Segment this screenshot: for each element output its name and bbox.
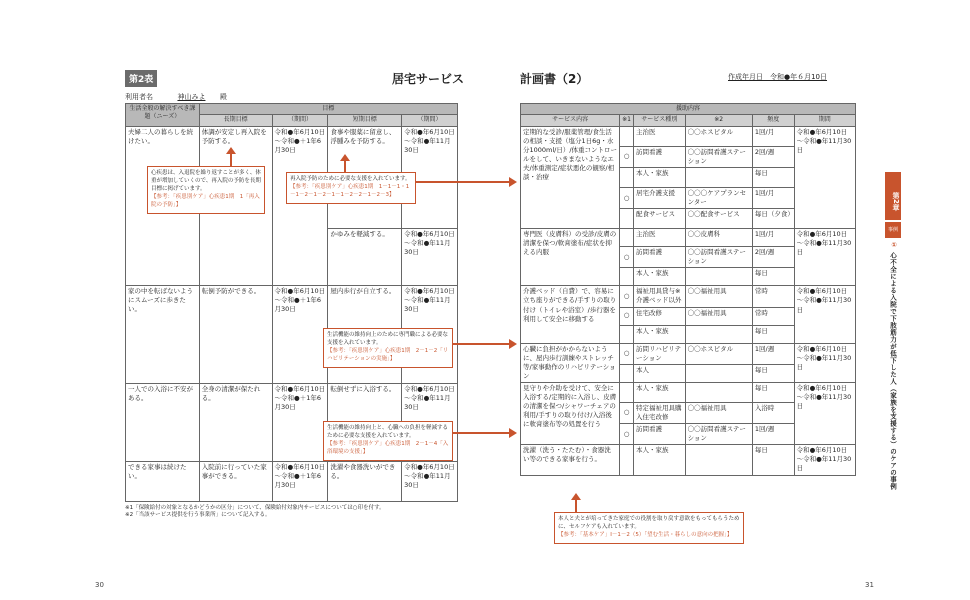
- note-ref: 【参考：「疾患別ケア」心疾患1期 2－1－2「リハビリテーションの実施」】: [327, 347, 449, 362]
- service-type-cell: 訪問リハビリテーション: [634, 343, 686, 364]
- provider-cell: [685, 382, 752, 402]
- coverage-mark-cell: [620, 268, 634, 286]
- provider-cell: 〇〇訪問看護ステーション: [685, 146, 752, 167]
- header-n2: ※2: [685, 115, 752, 126]
- period-cell: 令和●年6月10日～令和●年11月30日: [794, 126, 855, 228]
- long-goal-cell: 入院前に行っていた家事ができる。: [199, 461, 272, 501]
- arrowhead-icon: [571, 493, 581, 500]
- footnotes: [125, 505, 465, 520]
- period-cell: 令和●年6月10日～令和●年11月30日: [794, 445, 855, 475]
- needs-cell: 夫婦二人の暮らしを続けたい。: [126, 126, 200, 285]
- provider-cell: 〇〇福祉用具: [685, 402, 752, 423]
- user-name: 神山みよ: [177, 93, 206, 101]
- period-cell: 令和●年6月10日～令和●年11月30日: [794, 229, 855, 286]
- period-cell: 令和●年6月10日～令和●年11月30日: [794, 382, 855, 444]
- service-type-cell: 本人・家族: [634, 268, 686, 286]
- service-type-cell: 居宅介護支援: [634, 187, 686, 208]
- table-row: [521, 126, 856, 146]
- header-freq: 頻度: [752, 115, 794, 126]
- table-row: [521, 343, 856, 364]
- footnote-1: ※1「保険給付の対象となるかどうかの区分」について、保険給付対象内サービスについては○印を付す。: [125, 505, 385, 511]
- coverage-mark-cell: [620, 209, 634, 229]
- needs-cell: 一人での入浴に不安がある。: [126, 383, 200, 461]
- provider-cell: 〇〇ホスピタル: [685, 343, 752, 364]
- coverage-mark-cell: ○: [620, 146, 634, 167]
- period-cell: 令和●年6月10日～令和●年11月30日: [402, 461, 458, 501]
- long-goal-cell: 体調が安定し再入院を予防する。: [199, 126, 272, 285]
- coverage-mark-cell: [620, 167, 634, 187]
- period-cell: 令和●年6月10日～令和●＋1年6月30日: [272, 383, 328, 461]
- case-caption: 心不全による入院で下肢筋力が低下した人（家族を支援する）のケアの事例: [889, 252, 897, 490]
- service-type-cell: 主治医: [634, 126, 686, 146]
- note-body: 心疾患は、入退院を繰り返すことが多く、体重が増加していくので、再入院の予防を長期目標に掲げています。: [151, 170, 261, 192]
- case-label: 事例: [885, 222, 901, 238]
- period-cell: 令和●年6月10日～令和●年11月30日: [402, 126, 458, 228]
- service-type-cell: 訪問看護: [634, 424, 686, 445]
- arrow-up-1: [230, 153, 232, 166]
- service-content-cell: 定期的な受診/服薬管理/食生活の相談・支援（塩分1日6g・水分1000ml/日）/体重コントロールをして、いきまないようなエ夫/体重測定/症状悪化の観察/相談・治療: [521, 126, 620, 228]
- frequency-cell: 毎日: [752, 167, 794, 187]
- service-content-cell: 洗濯（洗う・たたむ）・食器洗い等のできる家事を行う。: [521, 445, 620, 475]
- arrowhead-icon: [509, 339, 517, 349]
- long-goal-cell: 全身の清潔が保たれる。: [199, 383, 272, 461]
- frequency-cell: 1回/週: [752, 424, 794, 445]
- arrowhead-icon: [340, 154, 350, 161]
- short-goal-cell: 屋内歩行が自立する。: [328, 285, 402, 383]
- provider-cell: [685, 268, 752, 286]
- service-content-cell: 見守りや介助を受けて、安全に入浴する/定期的に入浴し、皮膚の清潔を保つ/シャワーチェアの利用/手すりの取り付け/入浴後に軟膏塗布等の処置を行う: [521, 382, 620, 444]
- coverage-mark-cell: ○: [620, 187, 634, 208]
- service-type-cell: 住宅改修: [634, 307, 686, 325]
- provider-cell: 〇〇ホスピタル: [685, 126, 752, 146]
- frequency-cell: 常時: [752, 286, 794, 307]
- note-body: 本人と夫とが培ってきた家庭での役割を取り戻す意欲をもってもらうために、セルフケアも入れています。: [558, 516, 740, 530]
- header-goal: 目標: [199, 104, 457, 115]
- provider-cell: 〇〇皮膚科: [685, 229, 752, 247]
- frequency-cell: 毎日（夕食）: [752, 209, 794, 229]
- coverage-mark-cell: [620, 382, 634, 402]
- period-cell: 令和●年6月10日～令和●年11月30日: [794, 286, 855, 343]
- service-content-cell: 介護ベッド（自費）で、容易に立ち座りができる/手すりの取り付け（トイレや浴室）/歩行器を利用して安全に移動する: [521, 286, 620, 343]
- provider-cell: 〇〇福祉用具: [685, 307, 752, 325]
- service-type-cell: 本人・家族: [634, 167, 686, 187]
- service-type-cell: 福祉用具貸与※介護ベッド以外: [634, 286, 686, 307]
- period-cell: 令和●年6月10日～令和●＋1年6月30日: [272, 285, 328, 383]
- arrow-up-2: [344, 160, 346, 172]
- provider-cell: 〇〇配食サービス: [685, 209, 752, 229]
- coverage-mark-cell: [620, 126, 634, 146]
- short-goal-cell: 転倒せずに入浴する。: [328, 383, 402, 461]
- note-ref: 【参考：「疾患別ケア」心疾患1期 1「再入院の予防」】: [151, 193, 260, 208]
- user-row: [125, 92, 227, 102]
- frequency-cell: 1回/月: [752, 187, 794, 208]
- arrowhead-icon: [509, 428, 517, 438]
- service-type-cell: 主治医: [634, 229, 686, 247]
- table-row: [521, 286, 856, 307]
- frequency-cell: 毎日: [752, 268, 794, 286]
- frequency-cell: 常時: [752, 307, 794, 325]
- service-type-cell: 本人・家族: [634, 445, 686, 475]
- provider-cell: 〇〇福祉用具: [685, 286, 752, 307]
- provider-cell: [685, 167, 752, 187]
- period-cell: 令和●年6月10日～令和●年11月30日: [402, 383, 458, 461]
- note-ref: 【参考：「疾患別ケア」心疾患1期 1－1－1・1－1－2－1－2－1－1－2－2－1－2－3】: [290, 183, 410, 198]
- header-type: サービス種別: [634, 115, 686, 126]
- provider-cell: 〇〇訪問看護ステーション: [685, 247, 752, 268]
- table-row: [126, 461, 458, 501]
- frequency-cell: 2回/週: [752, 247, 794, 268]
- header-n1: ※1: [620, 115, 634, 126]
- coverage-mark-cell: [620, 325, 634, 343]
- coverage-mark-cell: [620, 229, 634, 247]
- page-title-left: 居宅サービス: [392, 72, 465, 86]
- note-rehab: [323, 328, 453, 368]
- arrow-right-1: [416, 181, 510, 183]
- note-ref: 【参考：「基本ケア」I－1－2（5）「望む生活・暮らしの意向の把握」】: [558, 531, 733, 538]
- arrow-right-3: [453, 432, 510, 434]
- user-suffix: 殿: [219, 93, 227, 101]
- service-type-cell: 本人・家族: [634, 325, 686, 343]
- coverage-mark-cell: [620, 364, 634, 382]
- footnote-2: ※2「当該サービス提供を行う事業所」について記入する。: [125, 512, 271, 519]
- header-long-goal: 長期目標: [199, 115, 272, 126]
- chapter-tab: 第2章: [885, 172, 901, 220]
- period-cell: 令和●年6月10日～令和●＋1年6月30日: [272, 126, 328, 285]
- service-type-cell: 特定福祉用具購入住宅改修: [634, 402, 686, 423]
- page-number-right: 31: [865, 581, 874, 589]
- right-plan-table: [520, 103, 856, 476]
- period-cell: 令和●年6月10日～令和●年11月30日: [794, 343, 855, 382]
- provider-cell: [685, 364, 752, 382]
- service-type-cell: 本人: [634, 364, 686, 382]
- coverage-mark-cell: ○: [620, 307, 634, 325]
- header-needs: 生活全般の解決すべき課題（ニーズ）: [126, 104, 200, 127]
- frequency-cell: 1回/月: [752, 126, 794, 146]
- header-period: 期間: [794, 115, 855, 126]
- header-period2: （期間）: [402, 115, 458, 126]
- coverage-mark-cell: ○: [620, 286, 634, 307]
- header-period1: （期間）: [272, 115, 328, 126]
- frequency-cell: 毎日: [752, 325, 794, 343]
- note-selfcare: [554, 512, 744, 544]
- table-row: [521, 445, 856, 475]
- note-body: 再入院予防のために必要な支援を入れています。: [290, 176, 411, 182]
- provider-cell: [685, 325, 752, 343]
- note-body: 生活機能の維持向上のために専門職による必要な支援を入れています。: [327, 332, 449, 346]
- created-date: 作成年月日 令和●年６月10日: [728, 73, 828, 81]
- frequency-cell: 毎日: [752, 364, 794, 382]
- short-goal-cell: 食事や服薬に留意し、浮腫みを予防する。: [328, 126, 402, 228]
- table-tag: 第2表: [125, 70, 157, 87]
- page-title-right: 計画書（2）: [520, 72, 589, 86]
- period-cell: 令和●年6月10日～令和●年11月30日: [402, 228, 458, 285]
- page-number-left: 30: [95, 581, 104, 589]
- frequency-cell: 毎日: [752, 382, 794, 402]
- provider-cell: 〇〇〇ケアプランセンター: [685, 187, 752, 208]
- provider-cell: 〇〇訪問看護ステーション: [685, 424, 752, 445]
- note-bathing: [323, 421, 453, 461]
- period-cell: 令和●年6月10日～令和●年11月30日: [402, 285, 458, 383]
- coverage-mark-cell: ○: [620, 343, 634, 364]
- header-support: 援助内容: [521, 104, 856, 115]
- arrow-up-3: [575, 499, 577, 512]
- service-type-cell: 訪問看護: [634, 146, 686, 167]
- coverage-mark-cell: ○: [620, 424, 634, 445]
- note-body: 生活機能の維持向上と、心臓への負担を軽減するために必要な支援を入れています。: [327, 425, 449, 439]
- case-number: ①: [890, 241, 898, 250]
- frequency-cell: 入浴時: [752, 402, 794, 423]
- frequency-cell: 1回/週: [752, 343, 794, 364]
- table-row: [521, 382, 856, 402]
- note-prevention: [286, 172, 416, 204]
- note-ref: 【参考：「疾患別ケア」心疾患1期 2－1－4「入浴環境の支援」】: [327, 440, 449, 455]
- table-row: [521, 229, 856, 247]
- service-type-cell: 配食サービス: [634, 209, 686, 229]
- coverage-mark-cell: [620, 445, 634, 475]
- frequency-cell: 1回/月: [752, 229, 794, 247]
- short-goal-cell: かゆみを軽減する。: [328, 228, 402, 285]
- needs-cell: 家の中を転ばないようにスムーズに歩きたい。: [126, 285, 200, 383]
- user-label: 利用者名: [125, 93, 153, 101]
- frequency-cell: 2回/週: [752, 146, 794, 167]
- header-short-goal: 短期目標: [328, 115, 402, 126]
- service-content-cell: 心臓に負担がかからないように、屋内歩行訓練やストレッチ等/家事動作のリハビリテーション: [521, 343, 620, 382]
- note-readmission: [147, 166, 265, 214]
- coverage-mark-cell: ○: [620, 402, 634, 423]
- arrowhead-icon: [509, 177, 517, 187]
- short-goal-cell: 洗濯や食器洗いができる。: [328, 461, 402, 501]
- arrow-right-2: [453, 343, 510, 345]
- needs-cell: できる家事は続けたい。: [126, 461, 200, 501]
- provider-cell: [685, 445, 752, 475]
- coverage-mark-cell: ○: [620, 247, 634, 268]
- service-content-cell: 専門医（皮膚科）の受診/皮膚の清潔を保つ/軟膏塗布/症状を抑える内服: [521, 229, 620, 286]
- service-type-cell: 訪問看護: [634, 247, 686, 268]
- service-type-cell: 本人・家族: [634, 382, 686, 402]
- frequency-cell: 毎日: [752, 445, 794, 475]
- period-cell: 令和●年6月10日～令和●＋1年6月30日: [272, 461, 328, 501]
- header-content: サービス内容: [521, 115, 620, 126]
- long-goal-cell: 転倒予防ができる。: [199, 285, 272, 383]
- arrowhead-icon: [226, 147, 236, 154]
